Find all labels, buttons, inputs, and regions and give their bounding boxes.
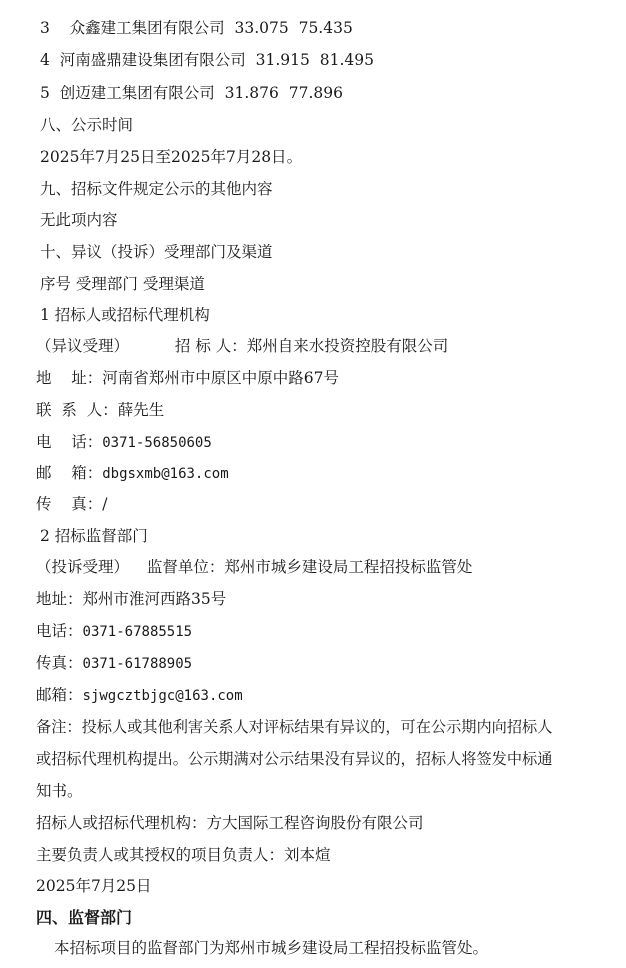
address-label: 地址：: [36, 590, 83, 608]
item-2-unit-row: [36, 557, 472, 577]
item-2-fax-row: [36, 653, 192, 674]
responsible-line: 主要负责人或其授权的项目负责人：刘本煊: [36, 846, 331, 864]
section-9-title: 九、招标文件规定公示的其他内容: [40, 180, 273, 198]
agency-line: 招标人或招标代理机构：方大国际工程咨询股份有限公司: [36, 814, 424, 832]
section-8-text: 2025年7月25日至2025年7月28日。: [40, 148, 303, 166]
contact-label: 联 系 人：: [36, 401, 118, 419]
item-1-fax-row: [36, 494, 107, 514]
phone-label: 电话：: [36, 622, 83, 640]
item-1-address-row: [36, 368, 339, 388]
phone-value: 0371-67885515: [82, 624, 193, 640]
date-line: 2025年7月25日: [36, 877, 152, 895]
item-2-type: （投诉受理）: [36, 558, 130, 576]
section-10-header: 序号 受理部门 受理渠道: [40, 275, 205, 293]
candidate-price: 81.495: [319, 51, 374, 69]
section-4-title: 四、监督部门: [36, 908, 133, 927]
candidate-rank: 5: [40, 84, 50, 102]
section-10-title: 十、异议（投诉）受理部门及渠道: [40, 243, 273, 261]
candidate-row: [40, 18, 353, 38]
candidate-name: 河南盛鼎建设集团有限公司: [59, 51, 246, 69]
fax-value: /: [102, 495, 108, 513]
item-1-phone-row: [36, 432, 212, 453]
fax-label: 传 真：: [36, 495, 103, 513]
fax-value: 0371-61788905: [82, 656, 193, 672]
item-2-phone-row: [36, 621, 192, 642]
candidate-row: [40, 50, 374, 70]
item-2-address-row: [36, 589, 226, 609]
email-value: sjwgcztbjgc@163.com: [82, 688, 243, 704]
address-value: 河南省郑州市中原区中原中路67号: [102, 369, 339, 387]
item-1-heading: 1 招标人或招标代理机构: [40, 306, 210, 324]
candidate-score: 31.915: [255, 51, 310, 69]
remark-line-1: 备注：投标人或其他利害关系人对评标结果有异议的，可在公示期内向招标人: [36, 718, 553, 736]
item-1-tenderer-row: [36, 336, 448, 356]
item-1-type: （异议受理）: [36, 337, 130, 355]
candidate-price: 77.896: [288, 84, 343, 102]
tenderer-label: 招 标 人：: [174, 337, 247, 355]
email-label: 邮 箱：: [36, 464, 103, 482]
unit-label: 监督单位：: [146, 558, 225, 576]
address-label: 地 址：: [36, 369, 103, 387]
candidate-score: 33.075: [234, 19, 289, 37]
item-1-email-row: [36, 463, 229, 484]
item-2-email-row: [36, 685, 243, 706]
candidate-name: 众鑫建工集团有限公司: [69, 19, 225, 37]
candidate-row: [40, 83, 343, 103]
item-2-heading: 2 招标监督部门: [40, 527, 148, 545]
remark-line-2: 或招标代理机构提出。公示期满对公示结果没有异议的，招标人将签发中标通: [36, 750, 553, 768]
contact-value: 薛先生: [117, 401, 165, 419]
unit-value: 郑州市城乡建设局工程招投标监管处: [224, 558, 473, 576]
tenderer-value: 郑州自来水投资控股有限公司: [246, 337, 449, 355]
item-1-contact-row: [36, 400, 164, 420]
phone-label: 电 话：: [36, 433, 103, 451]
section-8-title: 八、公示时间: [40, 116, 134, 134]
fax-label: 传真：: [36, 654, 83, 672]
remark-line-3: 知书。: [36, 782, 83, 800]
section-9-text: 无此项内容: [40, 211, 118, 229]
email-value: dbgsxmb@163.com: [102, 466, 229, 482]
email-label: 邮箱：: [36, 686, 83, 704]
candidate-rank: 3: [40, 19, 50, 37]
candidate-score: 31.876: [224, 84, 279, 102]
candidate-name: 创迈建工集团有限公司: [59, 84, 215, 102]
section-4-text: 本招标项目的监督部门为郑州市城乡建设局工程招投标监管处。: [54, 939, 489, 957]
phone-value: 0371-56850605: [102, 435, 212, 451]
address-value: 郑州市淮河西路35号: [82, 590, 227, 608]
candidate-rank: 4: [40, 51, 50, 69]
candidate-price: 75.435: [298, 19, 353, 37]
